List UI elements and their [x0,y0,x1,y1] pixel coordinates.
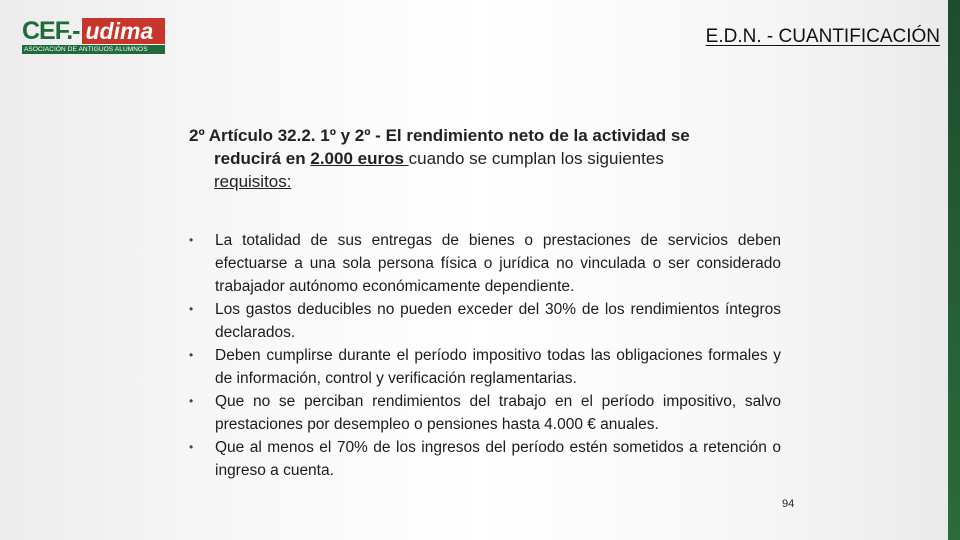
requirements-list [189,229,781,482]
list-item [189,390,781,436]
list-item-text: Deben cumplirse durante el período impositivo todas las obligaciones formales y de información, control y verificación reglamentarias. [215,347,781,387]
intro-line-3: requisitos: [214,172,292,191]
bullet-icon: • [189,394,194,408]
list-item [189,298,781,344]
list-item-text: Los gastos deducibles no pueden exceder del 30% de los rendimientos íntegros declarados. [215,301,781,341]
right-accent-bar [948,0,960,540]
list-item [189,436,781,482]
page-number: 94 [782,498,795,510]
bullet-icon: • [189,233,194,247]
logo-udima-text: udima [82,18,166,44]
logo-top [22,18,165,44]
logo-cef-text: CEF.- [22,17,80,45]
list-item-text: Que no se perciban rendimientos del trabajo en el período impositivo, salvo prestaciones por desempleo o pensiones hasta 4.000 € anuales. [215,393,781,433]
logo-subtitle: ASOCIACIÓN DE ANTIGUOS ALUMNOS [22,45,165,54]
intro-line-2 [189,147,789,170]
bullet-icon: • [189,348,194,362]
intro-paragraph [189,124,789,193]
intro-line-2-end: cuando se cumplan los siguientes [408,149,664,168]
bullet-icon: • [189,440,194,454]
cef-udima-logo [22,18,165,54]
intro-line-1: 2º Artículo 32.2. 1º y 2º - El rendimiento neto de la actividad se [189,126,690,145]
bullet-icon: • [189,302,194,316]
list-item-text: Que al menos el 70% de los ingresos del período estén sometidos a retención o ingreso a cuenta. [215,439,781,479]
list-item [189,344,781,390]
intro-amount: 2.000 euros [310,149,409,168]
list-item [189,229,781,298]
list-item-text: La totalidad de sus entregas de bienes o prestaciones de servicios deben efectuarse a una sola persona física o jurídica no vinculada o ser considerado trabajador autónomo económicamente dependiente. [215,232,781,295]
intro-line-2-start: reducirá en [214,149,311,168]
slide-title: E.D.N. - CUANTIFICACIÓN [705,26,940,47]
